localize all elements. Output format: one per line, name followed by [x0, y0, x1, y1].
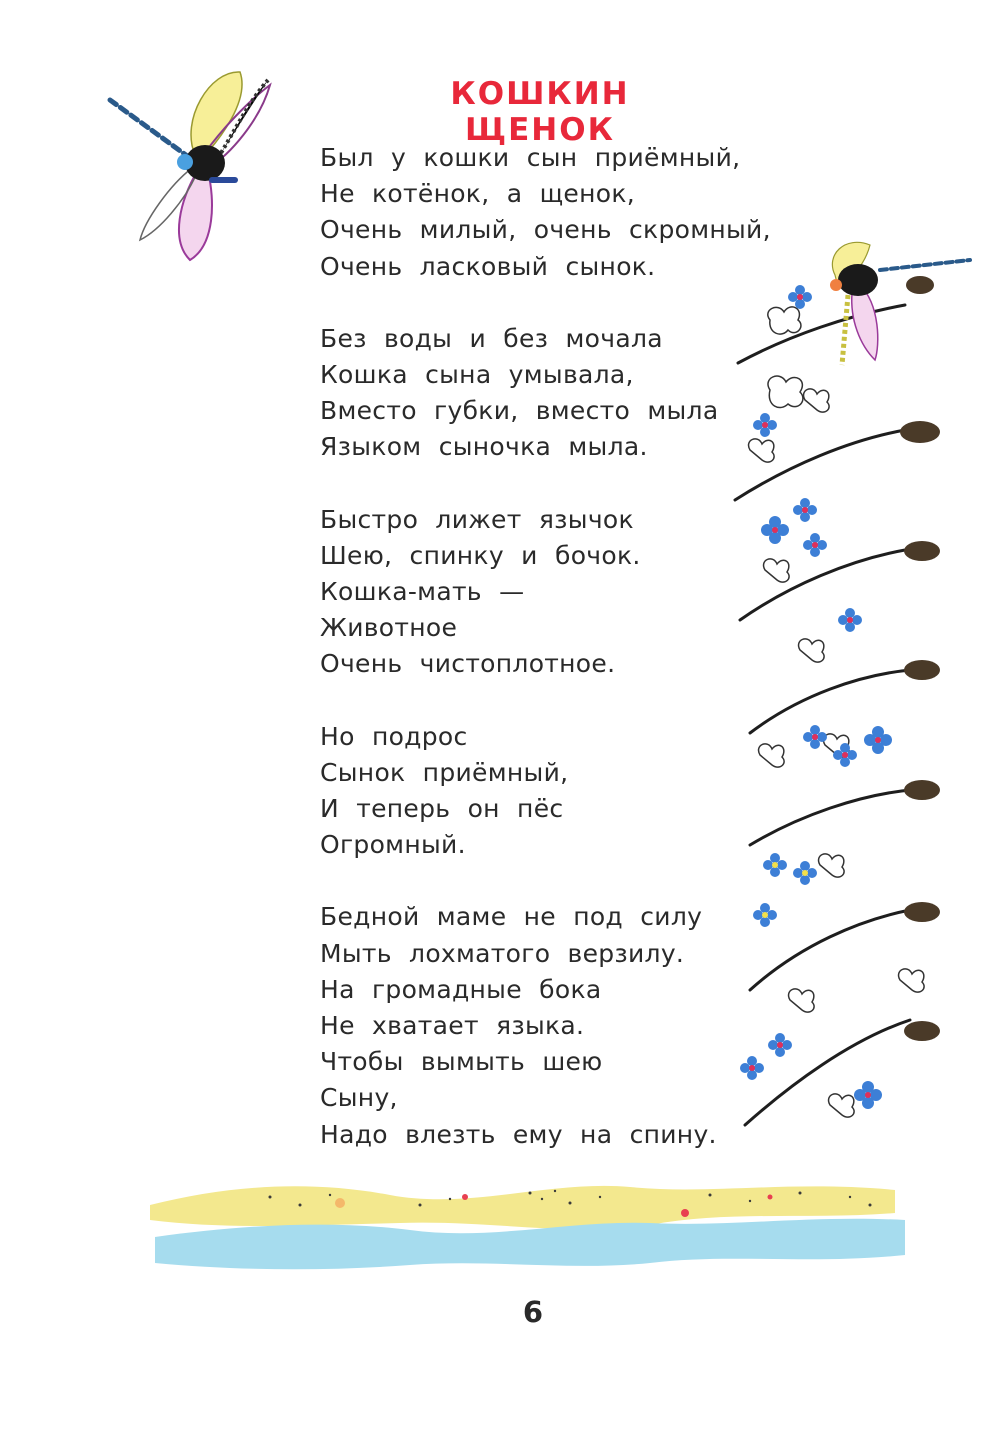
- poem-line: Надо влезть ему на спину.: [320, 1119, 717, 1149]
- poem-line: Сыну,: [320, 1083, 398, 1113]
- poem-line: Без воды и без мочала: [320, 323, 663, 353]
- poem-line: Бедной маме не под силу: [320, 902, 703, 932]
- poem-line: Чтобы вымыть шею: [320, 1047, 603, 1077]
- poem: [320, 140, 771, 1189]
- poem-line: Быстро лижет язычок: [320, 504, 634, 534]
- poem-line: Кошка сына умывала,: [320, 360, 634, 390]
- poem-line: Не хватает языка.: [320, 1011, 585, 1041]
- poem-line: На громадные бока: [320, 974, 602, 1004]
- poem-line: Но подрос: [320, 721, 468, 751]
- poem-line: Языком сыночка мыла.: [320, 432, 648, 462]
- poem-line: Кошка-мать —: [320, 577, 525, 607]
- poem-line: Шею, спинку и бочок.: [320, 540, 641, 570]
- poem-line: И теперь он пёс: [320, 794, 564, 824]
- dragonfly-illustration: [100, 60, 280, 270]
- poem-line: Мыть лохматого верзилу.: [320, 938, 685, 968]
- page-number: 6: [522, 1295, 544, 1329]
- poem-line: Не котёнок, а щенок,: [320, 179, 635, 209]
- stanza-5: [320, 899, 740, 1152]
- poem-line: Очень ласковый сынок.: [320, 251, 656, 281]
- poem-line: Очень чистоплотное.: [320, 649, 616, 679]
- poem-line: Огромный.: [320, 830, 466, 860]
- stanza-2: [320, 321, 740, 466]
- forget-me-not-grass-illustration: [730, 225, 980, 1145]
- poem-line: Был у кошки сын приёмный,: [320, 143, 741, 172]
- stanza-1: [320, 140, 771, 285]
- poem-line: Сынок приёмный,: [320, 757, 569, 787]
- poem-line: Очень милый, очень скромный,: [320, 215, 771, 245]
- sand-and-water-strip: [150, 1175, 910, 1280]
- poem-line: Вместо губки, вместо мыла: [320, 396, 719, 426]
- stanza-3: [320, 502, 740, 683]
- poem-title: КОШКИН ЩЕНОК: [450, 76, 630, 148]
- stanza-4: [320, 719, 740, 864]
- poem-line: Животное: [320, 613, 458, 643]
